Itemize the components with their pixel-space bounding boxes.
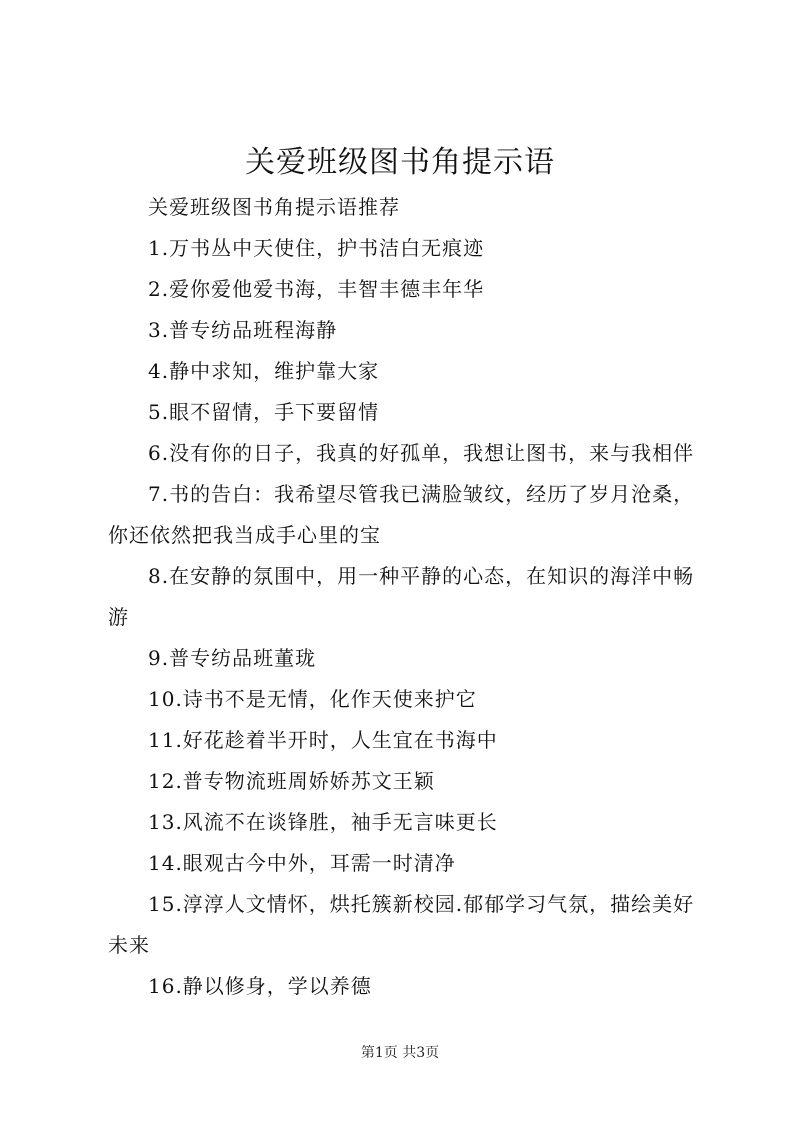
- list-item-3: 3.普专纺品班程海静: [148, 318, 338, 342]
- list-item-2: 2.爱你爱他爱书海，丰智丰德丰年华: [148, 277, 485, 301]
- list-item-11: 11.好花趁着半开时，人生宜在书海中: [148, 728, 498, 752]
- list-item-5: 5.眼不留情，手下要留情: [148, 400, 380, 424]
- paragraph-subtitle: 关爱班级图书角提示语推荐: [148, 195, 400, 219]
- list-item-10: 10.诗书不是无情，化作天使来护它: [148, 687, 477, 711]
- document-body: [108, 187, 708, 1007]
- list-item-9: 9.普专纺品班董珑: [148, 646, 317, 670]
- list-item-16: 16.静以修身，学以养德: [148, 974, 372, 998]
- list-item-8: 8.在安静的氛围中，用一种平静的心态，在知识的海洋中畅游: [108, 564, 695, 629]
- list-item-7: 7.书的告白：我希望尽管我已满脸皱纹，经历了岁月沧桑，你还依然把我当成手心里的宝: [108, 482, 695, 547]
- list-item-6: 6.没有你的日子，我真的好孤单，我想让图书，来与我相伴: [148, 441, 695, 465]
- list-item-4: 4.静中求知，维护靠大家: [148, 359, 380, 383]
- list-item-13: 13.风流不在谈锋胜，袖手无言味更长: [148, 810, 498, 834]
- page-footer: 第1页 共3页: [360, 1045, 440, 1061]
- list-item-12: 12.普专物流班周娇娇苏文王颖: [148, 769, 435, 793]
- list-item-14: 14.眼观古今中外，耳需一时清净: [148, 851, 456, 875]
- list-item-15: 15.淳淳人文情怀，烘托簇新校园.郁郁学习气氛，描绘美好未来: [108, 892, 695, 957]
- page-title: 关爱班级图书角提示语: [245, 145, 555, 180]
- list-item-1: 1.万书丛中天使住，护书洁白无痕迹: [148, 236, 485, 260]
